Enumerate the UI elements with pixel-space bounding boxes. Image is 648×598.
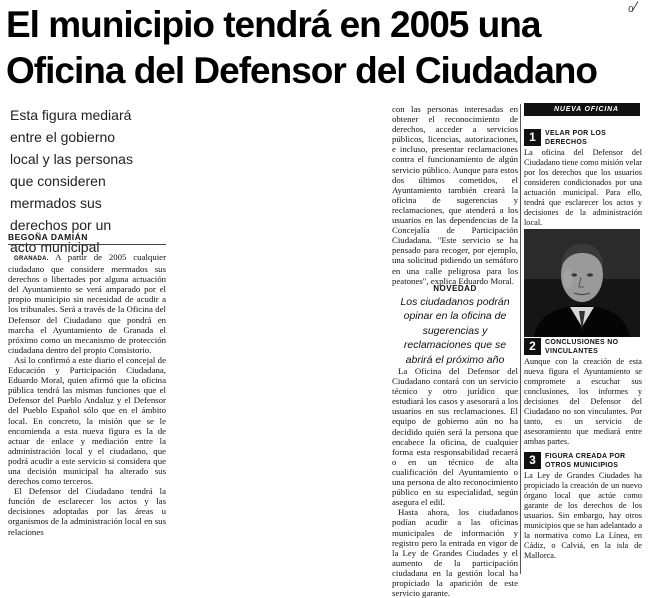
- corner-mark: ₀⁄: [628, 0, 636, 16]
- sidebar-box-title: VELAR POR LOS DERECHOS: [545, 130, 607, 146]
- paragraph: La Oficina del Defensor del Ciudadano contará con un servicio técnico y otro jurídico que estudiará los casos y asesorará a los usuarios en sus reclamaciones. El equipo de gobierno aún no ha decidido quién será la persona que encabece la oficina, de cualquier forma esta responsabilidad recaerá o en un técnico de alta cualificación del Ayuntamiento o una persona de alto reconocimiento público en su especialidad, según asegura el edil.: [392, 366, 518, 508]
- sidebar-box-3: [524, 452, 642, 561]
- sidebar-header: [524, 103, 640, 116]
- paragraph: Hasta ahora, los ciudadanos podían acudir a las oficinas municipales de información y registro pero la entrada en vigor de la Ley de Grandes Ciudades y el aumento de la participación ciudadana en la gestión local ha propiciado la aparición de este servicio garante.: [392, 507, 518, 598]
- article-column-3: [392, 366, 518, 598]
- sidebar-box-header: [524, 129, 642, 147]
- portrait-photo: [524, 229, 640, 337]
- number-badge: 3: [524, 452, 541, 469]
- subheadline: Esta figura mediará entre el gobierno local y las personas que consideren mermados sus derechos por un acto municipal: [10, 107, 133, 255]
- byline: BEGOÑA DAMIÁN: [8, 232, 166, 245]
- sidebar-box-2: [524, 338, 642, 447]
- dateline: GRANADA.: [14, 256, 49, 262]
- sidebar-box-1: [524, 129, 642, 228]
- column-divider: [520, 104, 521, 574]
- number-badge: 1: [524, 129, 541, 146]
- headline-line-2: Oficina del Defensor del Ciudadano: [6, 50, 597, 91]
- portrait-illustration: [524, 229, 640, 337]
- sidebar-box-header: [524, 338, 642, 356]
- sidebar-header-label: NUEVA OFICINA: [554, 106, 619, 113]
- pull-quote-text: Los ciudadanos podrán opinar en la oficina de sugerencias y reclamaciones que se abrirá el próximo año: [400, 296, 510, 366]
- paragraph: con las personas interesadas en obtener el reconocimiento de derechos, acceder a servicios públicos, licencias, autorizaciones, e incluso, presentar reclamaciones contra el funcionamiento de algún servicio público. Aunque para estos dos últimos cometidos, el Ayuntamiento también creará la oficina de sugerencias y reclamaciones, que atenderá a los usuarios en las dependencias de la Concejalía de Participación Ciudadana. "Este servicio se ha pensado para recoger, por ejemplo, una solicitud pidiendo un semáforo en una calle peligrosa para los peatones", explica Eduardo Moral.: [392, 104, 518, 286]
- sidebar-box-body: Aunque con la creación de esta nueva figura el Ayuntamiento se compromete a escuchar sus conclusiones, los informes y decisiones del Defensor del Ciudadano no son vinculantes. Por tanto, es un servicio de asesoramiento que mediará entre ambas partes.: [524, 357, 642, 446]
- paragraph: Así lo confirmó a este diario el concejal de Educación y Participación Ciudadana, Eduardo Moral, quien afirmó que la oficina pública tendrá las mismas funciones que el Defensor del Pueblo Andaluz y el Defensor del Pueblo Español sólo que en el ámbito local. En concreto, la misión que se le encomienda a esta nueva figura es la de actuar de enlace y mediación entre la administración local y el ciudadano, que podrá acudir a este servicio si considera que una decisión municipal ha alterado sus derechos como terceros.: [8, 354, 166, 487]
- paragraph: El Defensor del Ciudadano tendrá la función de esclarecer los actos y las decisiones adoptadas por las áreas u organismos de la administración local en sus relaciones: [8, 486, 166, 537]
- headline-line-1: El municipio tendrá en 2005 una: [6, 4, 541, 45]
- headline: [6, 2, 626, 94]
- sidebar-box-header: [524, 452, 642, 470]
- article-column-1: [8, 252, 166, 537]
- sidebar-box-title: CONCLUSIONES NO VINCULANTES: [545, 339, 619, 355]
- paragraph: [8, 252, 166, 355]
- sidebar-box-body: La oficina del Defensor del Ciudadano tiene como misión velar por los derechos que los usuarios consideren condicionados por una actuación municipal. Para ello, tendrá que esclarecer los actos y decisiones de la administración local.: [524, 148, 642, 227]
- number-badge: 2: [524, 338, 541, 355]
- sidebar-box-body: La Ley de Grandes Ciudades ha propiciado la creación de un nuevo órgano local que actúe como garante de los derechos de los usuarios. Sin embargo, hay otros municipios que se han adelantado a la normativa como La Línea, en Cádiz, o Calviá, en la isla de Mallorca.: [524, 471, 642, 560]
- article-column-2: [392, 104, 518, 286]
- paragraph-text: A partir de 2005 cualquier ciudadano que considere mermados sus derechos o libertades por alguna actuación del Ayuntamiento se verá amparado por el propio municipio sin necesidad de acudir a los tribunales. Será a través de la Oficina del Defensor del Ciudadano que pondrá en marcha el Ayuntamiento de Granada el próximo como un mecanismo de protección ciudadana dentro del propio Consistorio.: [8, 252, 166, 355]
- pull-quote-kicker: NOVEDAD: [433, 284, 477, 293]
- pull-quote: [392, 284, 518, 367]
- sidebar-box-title: FIGURA CREADA POR OTROS MUNICIPIOS: [545, 453, 626, 469]
